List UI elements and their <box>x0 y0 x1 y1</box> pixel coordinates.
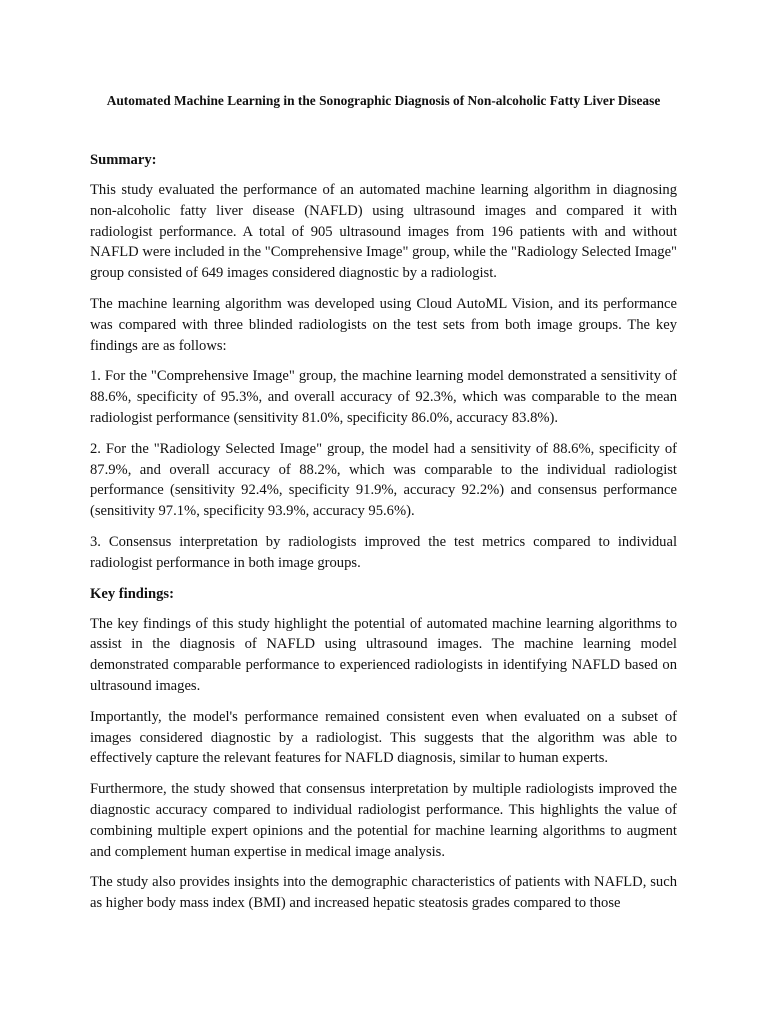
document-page <box>90 92 677 924</box>
document-title: Automated Machine Learning in the Sonographic Diagnosis of Non-alcoholic Fatty Liver Disease <box>106 93 661 108</box>
summary-paragraph-1: This study evaluated the performance of an automated machine learning algorithm in diagnosing non-alcoholic fatty liver disease (NAFLD) using ultrasound images and compared it with radiologist performance. A total of 905 ultrasound images from 196 patients with and without NAFLD were included in the "Comprehensive Image" group, while the "Radiology Selected Image" group consisted of 649 images considered diagnostic by a radiologist. <box>90 182 677 282</box>
summary-finding-2: 2. For the "Radiology Selected Image" group, the model had a sensitivity of 88.6%, specificity of 87.9%, and overall accuracy of 88.2%, which was comparable to the individual radiologist performance (sensitivity 92.4%, specificity 91.9%, accuracy 92.2%) and consensus performance (sensitivity 97.1%, specificity 93.9%, accuracy 95.6%). <box>90 440 677 520</box>
key-findings-paragraph-3: Furthermore, the study showed that consensus interpretation by multiple radiologists improved the diagnostic accuracy compared to individual radiologist performance. This highlights the value of combining multiple expert opinions and the potential for machine learning algorithms to augment and complement human expertise in medical image analysis. <box>90 781 677 860</box>
key-findings-paragraph-4: The study also provides insights into the demographic characteristics of patients with NAFLD, such as higher body mass index (BMI) and increased hepatic steatosis grades compared to those <box>90 874 677 912</box>
key-findings-paragraph-2: Importantly, the model's performance remained consistent even when evaluated on a subset of images considered diagnostic by a radiologist. This suggests that the algorithm was able to effectively capture the relevant features for NAFLD diagnosis, similar to human experts. <box>90 708 677 767</box>
key-findings-paragraph-1: The key findings of this study highlight the potential of automated machine learning algorithms to assist in the diagnosis of NAFLD using ultrasound images. The machine learning model demonstrated comparable performance to experienced radiologists in identifying NAFLD based on ultrasound images. <box>90 615 677 694</box>
summary-heading: Summary: <box>90 152 157 168</box>
summary-finding-1: 1. For the "Comprehensive Image" group, the machine learning model demonstrated a sensitivity of 88.6%, specificity of 95.3%, and overall accuracy of 92.3%, which was comparable to the mean radiologist performance (sensitivity 81.0%, specificity 86.0%, accuracy 83.8%). <box>90 368 677 426</box>
summary-finding-3: 3. Consensus interpretation by radiologists improved the test metrics compared to individual radiologist performance in both image groups. <box>90 533 677 571</box>
summary-paragraph-2: The machine learning algorithm was developed using Cloud AutoML Vision, and its performance was compared with three blinded radiologists on the test sets from both image groups. The key findings are as follows: <box>90 295 677 354</box>
key-findings-heading: Key findings: <box>90 585 174 602</box>
